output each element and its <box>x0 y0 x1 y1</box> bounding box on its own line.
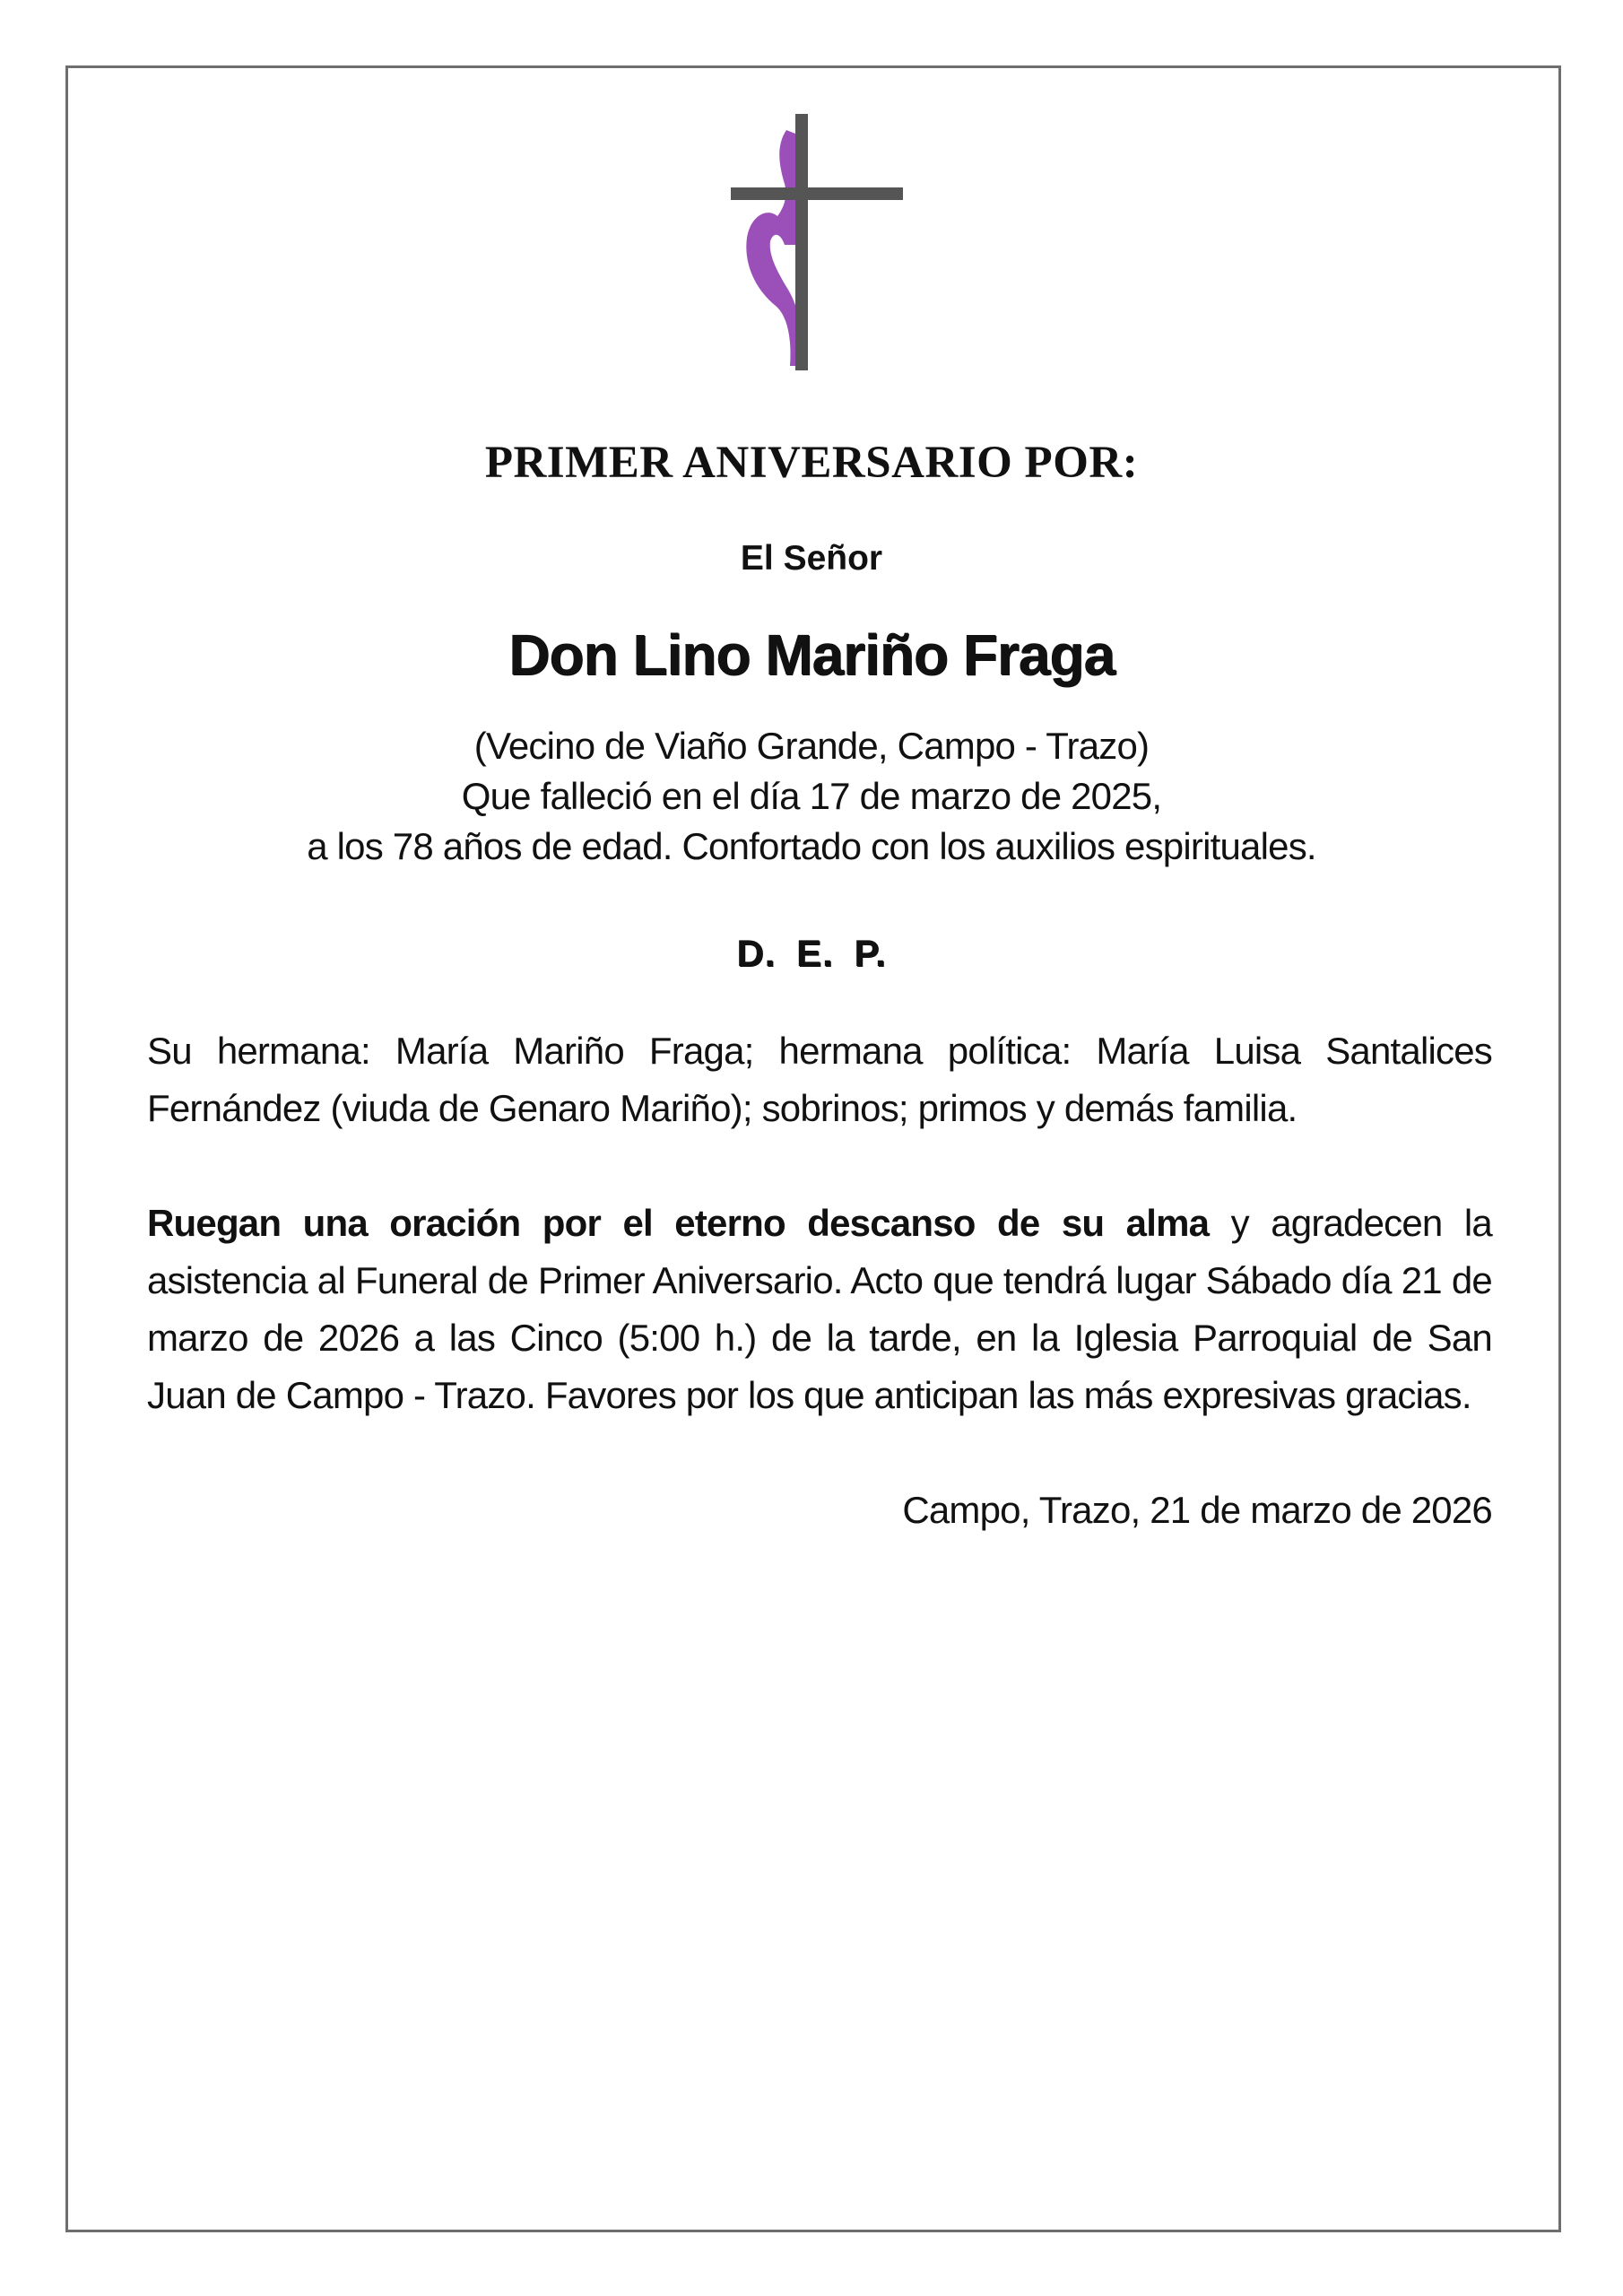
cross-horizontal-bar <box>731 187 903 200</box>
honorific: El Señor <box>740 539 883 578</box>
prayer-request: Ruegan una oración por el eterno descanso de su alma <box>147 1202 1210 1244</box>
funeral-info: y agradecen la asistencia al Funeral de Primer Aniversario. Acto que tendrá lugar Sábado día 21 de marzo de 2026 a las Cinco (5:00 h.) de la tarde, en la Iglesia Parroquial de San Juan de Campo - Trazo. Favores por los que anticipan las más expresivas gracias. <box>147 1202 1492 1416</box>
cross-vertical-bar <box>795 114 808 370</box>
notice-heading: PRIMER ANIVERSARIO POR: <box>484 438 1139 488</box>
residence-line: (Vecino de Viaño Grande, Campo - Trazo) <box>473 725 1150 767</box>
page-border <box>65 65 1561 2232</box>
deceased-name: Don Lino Mariño Fraga <box>508 622 1115 687</box>
flame-shape <box>746 130 802 366</box>
deceased-details <box>0 721 1623 872</box>
cross-and-flame-icon <box>731 110 906 372</box>
rip-mark: D. E. P. <box>736 932 887 974</box>
mass-paragraph <box>147 1195 1492 1424</box>
family-paragraph: Su hermana: María Mariño Fraga; hermana política: María Luisa Santalices Fernández (viuda de Genaro Mariño); sobrinos; primos y demás familia. <box>147 1030 1492 1129</box>
age-line: a los 78 años de edad. Confortado con los auxilios espirituales. <box>307 825 1316 867</box>
death-date-line: Que falleció en el día 17 de marzo de 2025, <box>461 775 1162 817</box>
place-and-date: Campo, Trazo, 21 de marzo de 2026 <box>902 1489 1492 1531</box>
